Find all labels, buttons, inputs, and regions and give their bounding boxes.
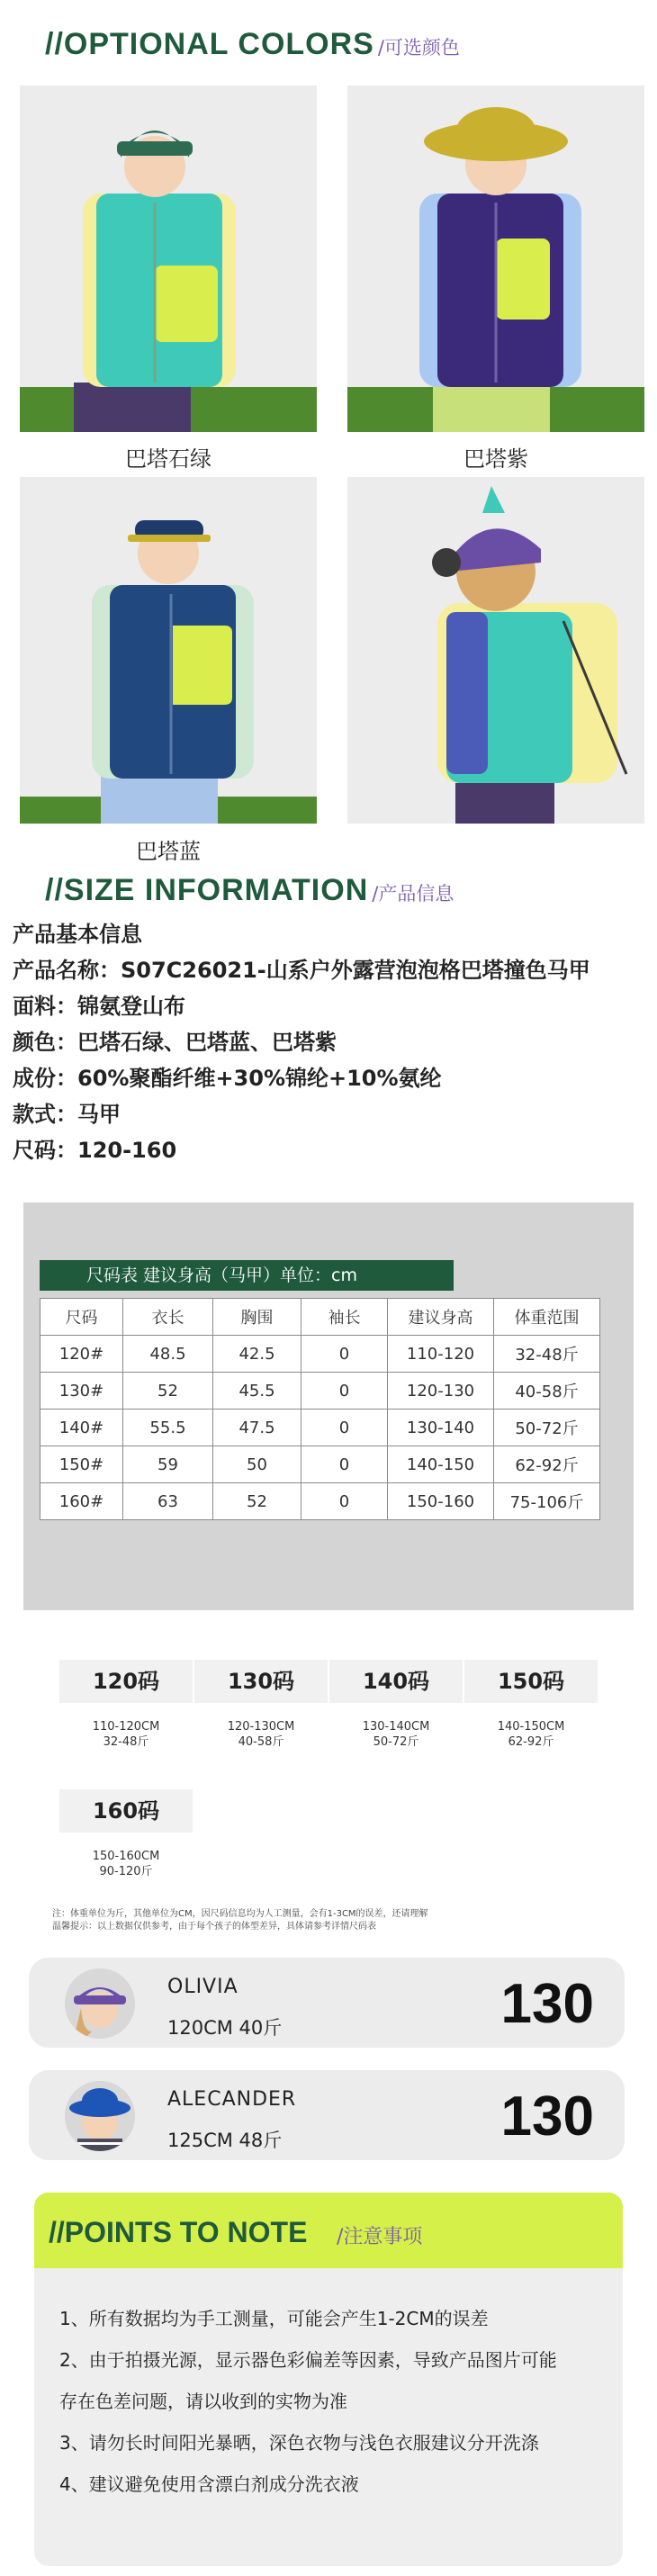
notes-panel [34, 2193, 623, 2566]
info-product-name: 产品名称：S07C26021-山系户外露营泡泡格巴塔撞色马甲 [13, 958, 590, 983]
model-name: OLIVIA [167, 1976, 238, 1998]
table-cell: 75-106斤 [494, 1483, 600, 1520]
size-chart-header: 尺码表 建议身高（马甲）单位：cm [40, 1260, 454, 1291]
table-cell: 62-92斤 [494, 1446, 600, 1483]
size-title-en: //SIZE INFORMATION [45, 873, 369, 907]
size-tile-label: 140码 [329, 1660, 463, 1703]
size-tile-label: 130码 [194, 1660, 328, 1703]
avatar-illustration [65, 2081, 135, 2151]
table-cell: 160# [40, 1483, 123, 1520]
footnote-line: 注：体重单位为斤，其他单位为CM，因尺码信息均为人工测量，会有1-3CM的误差，还请理解 [52, 1909, 428, 1919]
table-cell: 150-160 [388, 1483, 494, 1520]
vest-patch-shape [155, 266, 218, 342]
table-cell: 0 [302, 1483, 388, 1520]
table-cell: 48.5 [123, 1336, 213, 1373]
avatar-illustration [65, 1968, 135, 2039]
table-cell: 50-72斤 [494, 1410, 600, 1446]
table-row [40, 1446, 600, 1483]
table-cell: 32-48斤 [494, 1336, 600, 1373]
size-tile-weight: 32-48斤 [103, 1735, 149, 1749]
notes-header [34, 2193, 623, 2268]
size-table-header-row [40, 1299, 600, 1336]
table-cell: 130# [40, 1373, 123, 1410]
size-table-header-cell: 尺码 [40, 1299, 123, 1336]
info-heading: 产品基本信息 [13, 922, 142, 947]
size-table-header-cell: 袖长 [302, 1299, 388, 1336]
model-card-alecander [29, 2070, 625, 2160]
size-tile-label: 160码 [59, 1789, 193, 1833]
table-cell: 120-130 [388, 1373, 494, 1410]
product-photo-back-view [347, 477, 644, 824]
table-cell: 140# [40, 1410, 123, 1446]
photo-caption-3: 巴塔蓝 [136, 839, 201, 864]
photo-illustration [20, 86, 317, 432]
product-photo-blue [20, 477, 317, 824]
size-tile-weight: 50-72斤 [373, 1735, 419, 1749]
model-size: 130 [500, 1973, 594, 2035]
size-tile-height: 150-160CM [92, 1850, 160, 1863]
colors-title-en: //OPTIONAL COLORS [45, 27, 374, 61]
size-tile-160 [59, 1789, 193, 1879]
notes-title-cn: /注意事项 [337, 2226, 423, 2248]
table-cell: 52 [123, 1373, 213, 1410]
size-tile-height: 140-150CM [497, 1720, 565, 1734]
model-measurement: 125CM 48斤 [167, 2130, 283, 2151]
size-section-title [45, 873, 454, 908]
table-cell: 59 [123, 1446, 213, 1483]
product-photo-stone-green [20, 86, 317, 432]
table-cell: 42.5 [213, 1336, 302, 1373]
footnote-line: 温馨提示：以上数据仅供参考，由于每个孩子的体型差异，具体请参考详情尺码表 [52, 1922, 376, 1932]
size-tile-height: 130-140CM [362, 1720, 430, 1734]
table-cell: 150# [40, 1446, 123, 1483]
note-item: 4、建议避免使用含漂白剂成分洗衣液 [59, 2473, 359, 2495]
note-item: 1、所有数据均为手工测量，可能会产生1-2CM的误差 [59, 2308, 489, 2329]
size-tile-label: 120码 [59, 1660, 193, 1703]
size-tile-150 [464, 1660, 598, 1750]
table-cell: 40-58斤 [494, 1373, 600, 1410]
table-row [40, 1483, 600, 1520]
table-cell: 140-150 [388, 1446, 494, 1483]
size-table-header-cell: 衣长 [123, 1299, 213, 1336]
colors-section-title [45, 27, 460, 62]
info-fabric: 面料：锦氨登山布 [13, 994, 185, 1019]
info-composition: 成份：60%聚酯纤维+30%锦纶+10%氨纶 [13, 1066, 442, 1091]
size-tile-120 [59, 1660, 193, 1750]
note-item: 2、由于拍摄光源，显示器色彩偏差等因素，导致产品图片可能 [59, 2349, 557, 2371]
table-cell: 0 [302, 1373, 388, 1410]
size-tile-weight: 40-58斤 [238, 1735, 284, 1749]
size-tile-height: 120-130CM [227, 1720, 295, 1734]
table-cell: 50 [213, 1446, 302, 1483]
notes-title-en: //POINTS TO NOTE [49, 2216, 308, 2248]
size-tile-height: 110-120CM [92, 1720, 160, 1734]
model-name: ALECANDER [167, 2088, 297, 2111]
table-cell: 63 [123, 1483, 213, 1520]
table-cell: 130-140 [388, 1410, 494, 1446]
photo-caption-1: 巴塔石绿 [125, 446, 212, 472]
size-tile-130 [194, 1660, 328, 1750]
model-measurement: 120CM 40斤 [167, 2017, 283, 2039]
info-size-range: 尺码：120-160 [13, 1138, 177, 1163]
info-style: 款式：马甲 [13, 1102, 121, 1127]
table-cell: 110-120 [388, 1336, 494, 1373]
table-cell: 0 [302, 1446, 388, 1483]
table-row [40, 1336, 600, 1373]
size-table-header-cell: 体重范围 [494, 1299, 600, 1336]
photo-caption-2: 巴塔紫 [464, 446, 528, 472]
size-footnote [52, 1908, 628, 1933]
size-table-header-cell: 建议身高 [388, 1299, 494, 1336]
size-tile-weight: 62-92斤 [508, 1735, 554, 1749]
size-chart-table [40, 1298, 600, 1520]
table-cell: 0 [302, 1410, 388, 1446]
avatar [65, 1968, 135, 2039]
model-card-olivia [29, 1958, 625, 2048]
size-title-cn: /产品信息 [372, 883, 454, 905]
photo-illustration [20, 477, 317, 824]
size-table-header-cell: 胸围 [213, 1299, 302, 1336]
photo-illustration [347, 86, 644, 432]
product-info [13, 916, 590, 1168]
table-cell: 120# [40, 1336, 123, 1373]
table-cell: 0 [302, 1336, 388, 1373]
note-item: 3、请勿长时间阳光暴晒，深色衣物与浅色衣服建议分开洗涤 [59, 2432, 539, 2454]
size-tile-140 [329, 1660, 463, 1750]
table-row [40, 1410, 600, 1446]
size-tile-weight: 90-120斤 [99, 1865, 153, 1878]
colors-title-cn: /可选颜色 [377, 37, 460, 59]
table-cell: 45.5 [213, 1373, 302, 1410]
table-cell: 55.5 [123, 1410, 213, 1446]
size-chart-panel [23, 1202, 634, 1610]
size-tile-label: 150码 [464, 1660, 598, 1703]
table-cell: 52 [213, 1483, 302, 1520]
note-item: 存在色差问题，请以收到的实物为准 [59, 2391, 347, 2412]
table-row [40, 1373, 600, 1410]
avatar [65, 2081, 135, 2151]
table-cell: 47.5 [213, 1410, 302, 1446]
model-size: 130 [500, 2085, 594, 2148]
info-colors: 颜色：巴塔石绿、巴塔蓝、巴塔紫 [13, 1030, 337, 1055]
photo-illustration [347, 477, 644, 824]
product-photo-purple [347, 86, 644, 432]
